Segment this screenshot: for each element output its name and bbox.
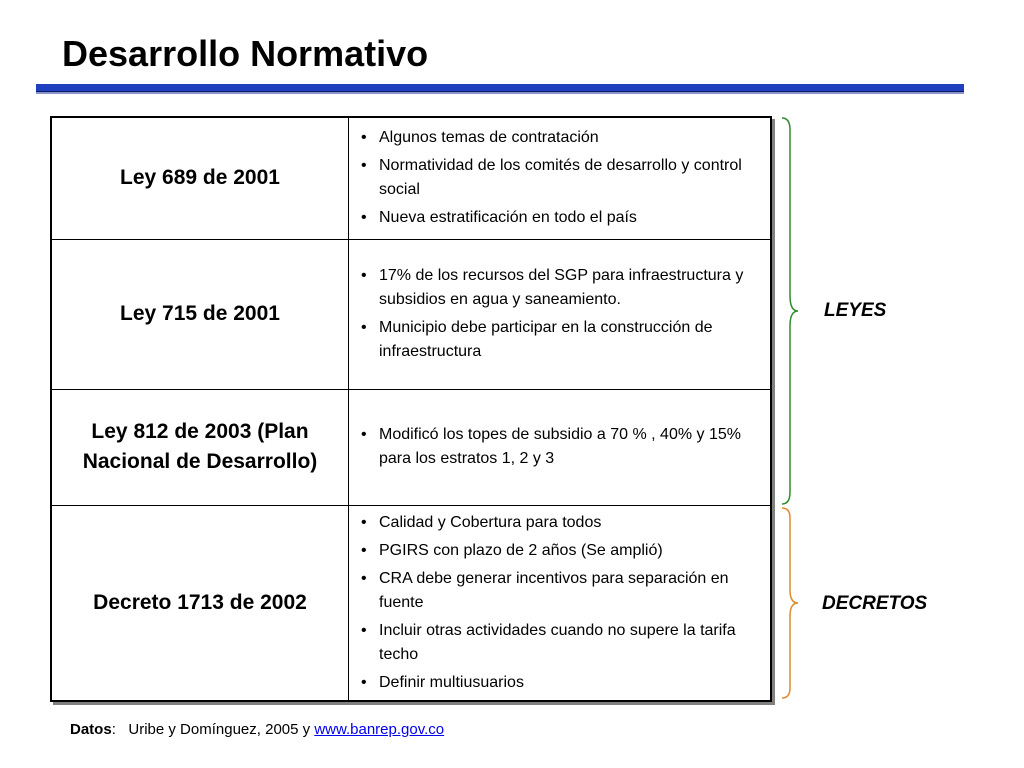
leyes-label: LEYES [824, 300, 887, 321]
bullet-icon: • [361, 513, 367, 531]
footer-label: Datos [70, 721, 112, 738]
bullet-icon: • [361, 541, 367, 559]
list-item-text: Normatividad de los comités de desarrollo y control social [379, 157, 742, 199]
law-name: Ley 812 de 2003 (Plan Nacional de Desarrollo) [51, 389, 349, 505]
list-item [361, 671, 756, 695]
bullet-icon: • [361, 673, 367, 691]
bullet-icon: • [361, 209, 367, 227]
list-item [361, 423, 756, 471]
law-description [349, 505, 772, 701]
law-description [349, 389, 772, 505]
table-row [51, 505, 771, 701]
leyes-brace-icon [780, 116, 802, 506]
bullet-icon: • [361, 267, 367, 284]
table-row [51, 389, 771, 505]
list-item-text: PGIRS con plazo de 2 años (Se amplió) [379, 541, 663, 559]
list-item-text: Municipio debe participar en la construcción de infraestructura [379, 319, 713, 360]
list-item [361, 567, 756, 615]
table-row [51, 239, 771, 389]
source-footer [70, 721, 444, 738]
list-item [361, 154, 756, 202]
footer-colon: : [111, 721, 116, 738]
title-underline-shadow [36, 92, 964, 94]
list-item [361, 539, 756, 563]
footer-citation: Uribe y Domínguez, 2005 y [128, 721, 311, 738]
page-title: Desarrollo Normativo [62, 33, 429, 74]
list-item [361, 316, 756, 364]
list-item [361, 619, 756, 667]
law-name: Ley 715 de 2001 [51, 239, 349, 389]
list-item [361, 206, 756, 230]
bullet-icon: • [361, 319, 367, 336]
law-name: Ley 689 de 2001 [51, 117, 349, 239]
footer-link[interactable]: www.banrep.gov.co [314, 721, 445, 738]
list-item-text: Modificó los topes de subsidio a 70 % , 40% y 15% para los estratos 1, 2 y 3 [379, 426, 741, 467]
list-item-text: Algunos temas de contratación [379, 129, 599, 147]
bullet-icon: • [361, 157, 367, 175]
law-name: Decreto 1713 de 2002 [51, 505, 349, 701]
table-row [51, 117, 771, 239]
law-description [349, 239, 772, 389]
list-item-text: Nueva estratificación en todo el país [379, 209, 637, 227]
norms-table [50, 116, 772, 702]
decretos-brace-icon [780, 506, 802, 700]
decretos-label: DECRETOS [822, 593, 928, 614]
bullet-icon: • [361, 621, 367, 639]
list-item [361, 126, 756, 150]
list-item-text: Incluir otras actividades cuando no supere la tarifa techo [379, 621, 736, 663]
title-underline [36, 84, 964, 92]
list-item [361, 264, 756, 312]
bullet-icon: • [361, 129, 367, 147]
list-item-text: CRA debe generar incentivos para separación en fuente [379, 569, 729, 611]
list-item-text: Calidad y Cobertura para todos [379, 513, 602, 531]
bullet-icon: • [361, 426, 367, 443]
bullet-icon: • [361, 569, 367, 587]
list-item-text: Definir multiusuarios [379, 673, 524, 691]
list-item-text: 17% de los recursos del SGP para infraestructura y subsidios en agua y saneamiento. [379, 267, 744, 308]
law-description [349, 117, 772, 239]
list-item [361, 511, 756, 535]
